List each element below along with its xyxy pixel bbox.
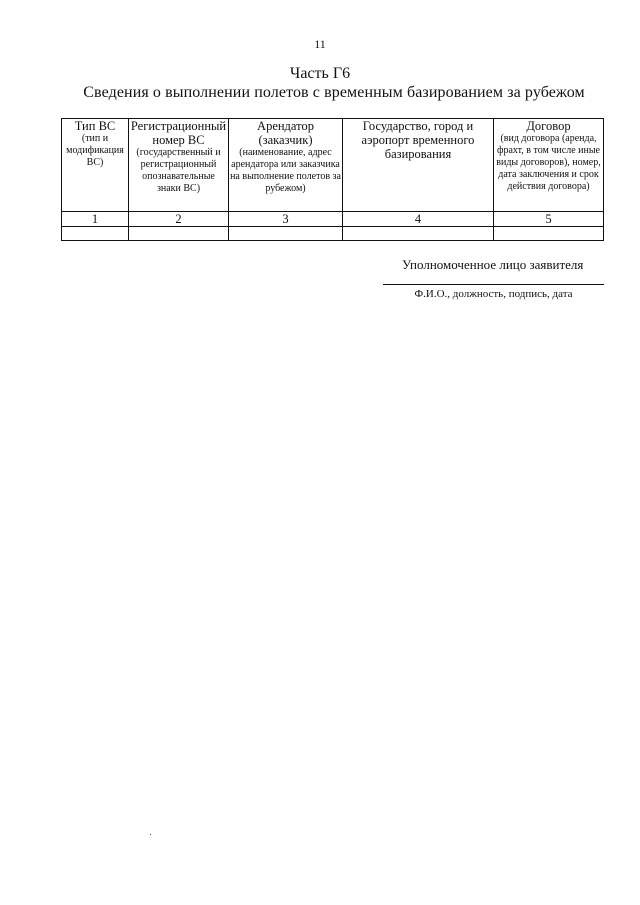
signer-title: Уполномоченное лицо заявителя <box>402 257 584 272</box>
column-header-contract <box>494 119 604 212</box>
signature-line <box>383 284 604 285</box>
column-header-main: Регистрационный номер ВС <box>130 119 227 147</box>
page-number: 11 <box>314 37 326 51</box>
column-header-main: Государство, город и аэропорт временного базирования <box>361 119 475 161</box>
column-header-sub: (вид договора (аренда, фрахт, в том числе иные виды договоров), номер, дата заключения и срок действия договора) <box>496 133 601 192</box>
column-number: 1 <box>62 212 129 227</box>
part-title: Часть Г6 <box>289 65 351 82</box>
document-heading: Сведения о выполнении полетов с временным базированием за рубежом <box>83 84 585 101</box>
column-header-sub: (государственный и регистрационный опознавательные знаки ВС) <box>136 147 221 194</box>
table-row <box>62 227 604 241</box>
column-header-lessee <box>229 119 343 212</box>
column-number: 4 <box>343 212 494 227</box>
column-number: 5 <box>494 212 604 227</box>
column-number: 3 <box>229 212 343 227</box>
column-header-sub: (тип и модификация ВС) <box>66 133 124 168</box>
table-cell <box>494 227 604 241</box>
signature-caption: Ф.И.О., должность, подпись, дата <box>414 288 573 300</box>
column-number: 2 <box>129 212 229 227</box>
column-header-sub: (наименование, адрес арендатора или заказчика на выполнение полетов за рубежом) <box>230 147 341 194</box>
column-number-row <box>62 212 604 227</box>
table-cell <box>62 227 129 241</box>
table-header-row <box>62 119 604 212</box>
scan-speck <box>150 834 151 835</box>
column-header-registration <box>129 119 229 212</box>
table-cell <box>229 227 343 241</box>
column-header-main: Тип ВС <box>74 119 116 133</box>
column-header-aircraft-type <box>62 119 129 212</box>
flights-table <box>61 118 604 241</box>
table-cell <box>343 227 494 241</box>
table-cell <box>129 227 229 241</box>
column-header-main: Договор <box>526 119 571 133</box>
column-header-main: Арендатор (заказчик) <box>257 119 314 147</box>
column-header-basing-location <box>343 119 494 212</box>
